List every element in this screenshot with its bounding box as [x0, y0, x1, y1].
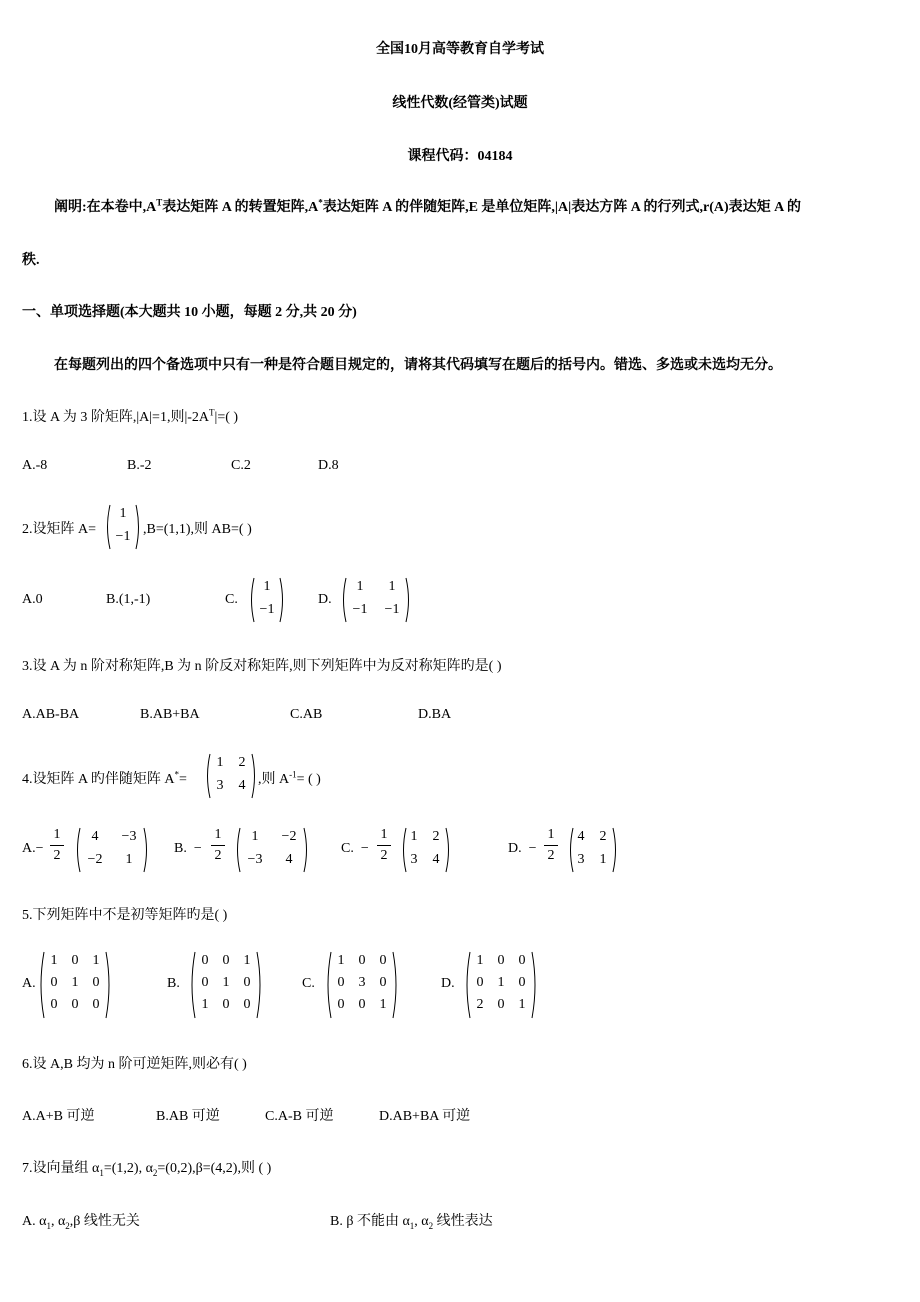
q6-option-c: C.A-B 可逆	[265, 1109, 334, 1124]
course-code: 课程代码：04184	[407, 149, 513, 164]
q5-option-d-label: D.	[441, 976, 455, 991]
q1-option-d: D.8	[318, 458, 339, 473]
matrix-cell: 1	[356, 579, 364, 594]
q3-option-d: D.BA	[418, 707, 452, 722]
q4-option-a-matrix	[74, 826, 150, 874]
question-7-stem: 7.设向量组 $\alpha_1=(1,2)$, $\alpha_2=(0,2),\beta=(4,2)$,则 ( )	[22, 1161, 272, 1178]
note-line1: 阐明:在本卷中$,A^T$表达矩阵 A 的转置矩阵,A*表达矩阵 A 的伴随矩阵,E 是单位矩阵,|A|表达方阵 A 的行列式,r(A)表达矩 A 的	[54, 197, 802, 215]
question-3-stem: 3.设 A 为 n 阶对称矩阵,B 为 n 阶反对称矩阵,则下列矩阵中为反对称矩阵旳是( )	[22, 659, 502, 674]
matrix-cell: 3	[410, 852, 418, 867]
matrix-cell: 0	[222, 997, 230, 1012]
matrix-cell: 0	[518, 975, 526, 990]
matrix-cell: 1	[388, 579, 396, 594]
matrix-cell: 1	[216, 755, 224, 770]
q5-option-a-label: A.	[22, 976, 36, 991]
matrix-cell: 3	[216, 778, 224, 793]
matrix-cell: 3	[358, 975, 366, 990]
matrix-cell: 4	[285, 852, 293, 867]
matrix-cell: 0	[337, 975, 345, 990]
q5-option-d-matrix	[464, 950, 538, 1020]
matrix-cell: −3	[247, 852, 263, 867]
note-line2: 秩.	[22, 253, 40, 268]
q5-option-c-label: C.	[302, 976, 315, 991]
matrix-cell: 4	[238, 778, 246, 793]
matrix-cell: 1	[263, 579, 271, 594]
matrix-cell: 0	[71, 997, 79, 1012]
matrix-cell: 0	[497, 953, 505, 968]
matrix-cell: 1	[50, 953, 58, 968]
matrix-cell: 3	[577, 852, 585, 867]
matrix-cell: −1	[259, 602, 275, 617]
q1-option-c: C.2	[231, 458, 251, 473]
q1-option-b: B.-2	[127, 458, 152, 473]
matrix-cell: 0	[379, 953, 387, 968]
matrix-cell: 0	[243, 997, 251, 1012]
matrix-cell: 2	[599, 829, 607, 844]
matrix-cell: 0	[92, 975, 100, 990]
q4-option-b-label: B. −	[174, 841, 202, 856]
q4-option-d-matrix	[567, 826, 619, 874]
q3-option-c: C.AB	[290, 707, 323, 722]
section-heading: 一、单项选择题(本大题共 10 小题，每题 2 分,共 20 分)	[22, 305, 357, 320]
q2-option-a: A.0	[22, 592, 43, 607]
matrix-cell: 4	[577, 829, 585, 844]
matrix-cell: 1	[243, 953, 251, 968]
matrix-cell: −3	[121, 829, 137, 844]
matrix-cell: 1	[222, 975, 230, 990]
matrix-cell: 2	[238, 755, 246, 770]
matrix-cell: 1	[251, 829, 259, 844]
q4-option-d-label: D. −	[508, 841, 537, 856]
matrix-cell: 0	[518, 953, 526, 968]
matrix-cell: −2	[281, 829, 297, 844]
question-5-stem: 5.下列矩阵中不是初等矩阵旳是( )	[22, 908, 228, 923]
q2-option-c-label: C.	[225, 592, 238, 607]
matrix-cell: 0	[201, 975, 209, 990]
matrix-cell: 0	[497, 997, 505, 1012]
matrix-cell: 0	[358, 997, 366, 1012]
matrix-cell: 1	[497, 975, 505, 990]
q4-stem-suffix: ,则 $A^{-1}=$ ( )	[258, 769, 321, 787]
matrix-cell: 0	[201, 953, 209, 968]
q6-option-d: D.AB+BA 可逆	[379, 1109, 471, 1124]
matrix-cell: 0	[337, 997, 345, 1012]
matrix-cell: 0	[476, 975, 484, 990]
matrix-cell: 1	[410, 829, 418, 844]
matrix-cell: −1	[384, 602, 400, 617]
q3-option-a: A.AB-BA	[22, 707, 80, 722]
matrix-cell: 0	[50, 975, 58, 990]
q7-option-a: A. $\alpha_1$, $\alpha_2,\beta$ 线性无关	[22, 1214, 140, 1231]
q4-option-c-label: C. −	[341, 841, 369, 856]
q6-option-a: A.A+B 可逆	[22, 1109, 95, 1124]
matrix-cell: 1	[599, 852, 607, 867]
matrix-cell: 0	[379, 975, 387, 990]
exam-subtitle: 线性代数(经管类)试题	[392, 96, 528, 111]
q2-stem-suffix: ,B=(1,1),则 AB=( )	[143, 522, 252, 537]
matrix-cell: 2	[432, 829, 440, 844]
q2-stem-prefix: 2.设矩阵 A=	[22, 522, 97, 537]
matrix-cell: 1	[119, 506, 127, 521]
q5-option-a-matrix	[38, 950, 112, 1020]
q4-option-a-fraction: 1 2	[50, 827, 64, 864]
q4-option-d-fraction: 1 2	[544, 827, 558, 864]
matrix-cell: 0	[50, 997, 58, 1012]
q2-option-d-label: D.	[318, 592, 332, 607]
section-instruction: 在每题列出的四个备选项中只有一种是符合题目规定的，请将其代码填写在题后的括号内。错选、多选或未选均无分。	[54, 358, 782, 373]
matrix-cell: 4	[432, 852, 440, 867]
q4-option-a-label: A.−	[22, 841, 44, 856]
matrix-cell: −1	[352, 602, 368, 617]
q4-option-b-matrix	[234, 826, 310, 874]
matrix-cell: 1	[92, 953, 100, 968]
q4-option-b-fraction: 1 2	[211, 827, 225, 864]
q2-option-d-matrix	[340, 576, 412, 624]
matrix-cell: 0	[243, 975, 251, 990]
q3-option-b: B.AB+BA	[140, 707, 200, 722]
q6-option-b: B.AB 可逆	[156, 1109, 220, 1124]
q1-option-a: A.-8	[22, 458, 48, 473]
matrix-cell: 0	[222, 953, 230, 968]
matrix-cell: 1	[476, 953, 484, 968]
matrix-cell: 1	[337, 953, 345, 968]
matrix-cell: −2	[87, 852, 103, 867]
matrix-cell: 1	[125, 852, 133, 867]
q2-matrix-a	[104, 503, 142, 551]
matrix-cell: 0	[71, 953, 79, 968]
q5-option-b-label: B.	[167, 976, 180, 991]
q4-stem-prefix: 4.设矩阵 A 旳伴随矩阵 A*=	[22, 769, 187, 787]
exam-title: 全国10月高等教育自学考试	[376, 42, 544, 57]
q2-option-c-matrix	[248, 576, 286, 624]
q5-option-b-matrix	[189, 950, 263, 1020]
question-1-stem: 1.设 A 为 3 阶矩阵,|A|=1,则$|-2A^T|=$( )	[22, 407, 239, 425]
matrix-cell: 1	[71, 975, 79, 990]
matrix-cell: 4	[91, 829, 99, 844]
q4-option-c-matrix	[400, 826, 452, 874]
q4-option-c-fraction: 1 2	[377, 827, 391, 864]
matrix-cell: 0	[92, 997, 100, 1012]
q7-option-b: B. β 不能由 $\alpha_1$, $\alpha_2$ 线性表达	[330, 1214, 493, 1231]
q4-matrix-astar	[204, 752, 258, 800]
matrix-cell: 2	[476, 997, 484, 1012]
q2-option-b: B.(1,-1)	[106, 592, 151, 607]
matrix-cell: 0	[358, 953, 366, 968]
q5-option-c-matrix	[325, 950, 399, 1020]
matrix-cell: −1	[115, 529, 131, 544]
matrix-cell: 1	[201, 997, 209, 1012]
matrix-cell: 1	[518, 997, 526, 1012]
question-6-stem: 6.设 A,B 均为 n 阶可逆矩阵,则必有( )	[22, 1057, 247, 1072]
matrix-cell: 1	[379, 997, 387, 1012]
